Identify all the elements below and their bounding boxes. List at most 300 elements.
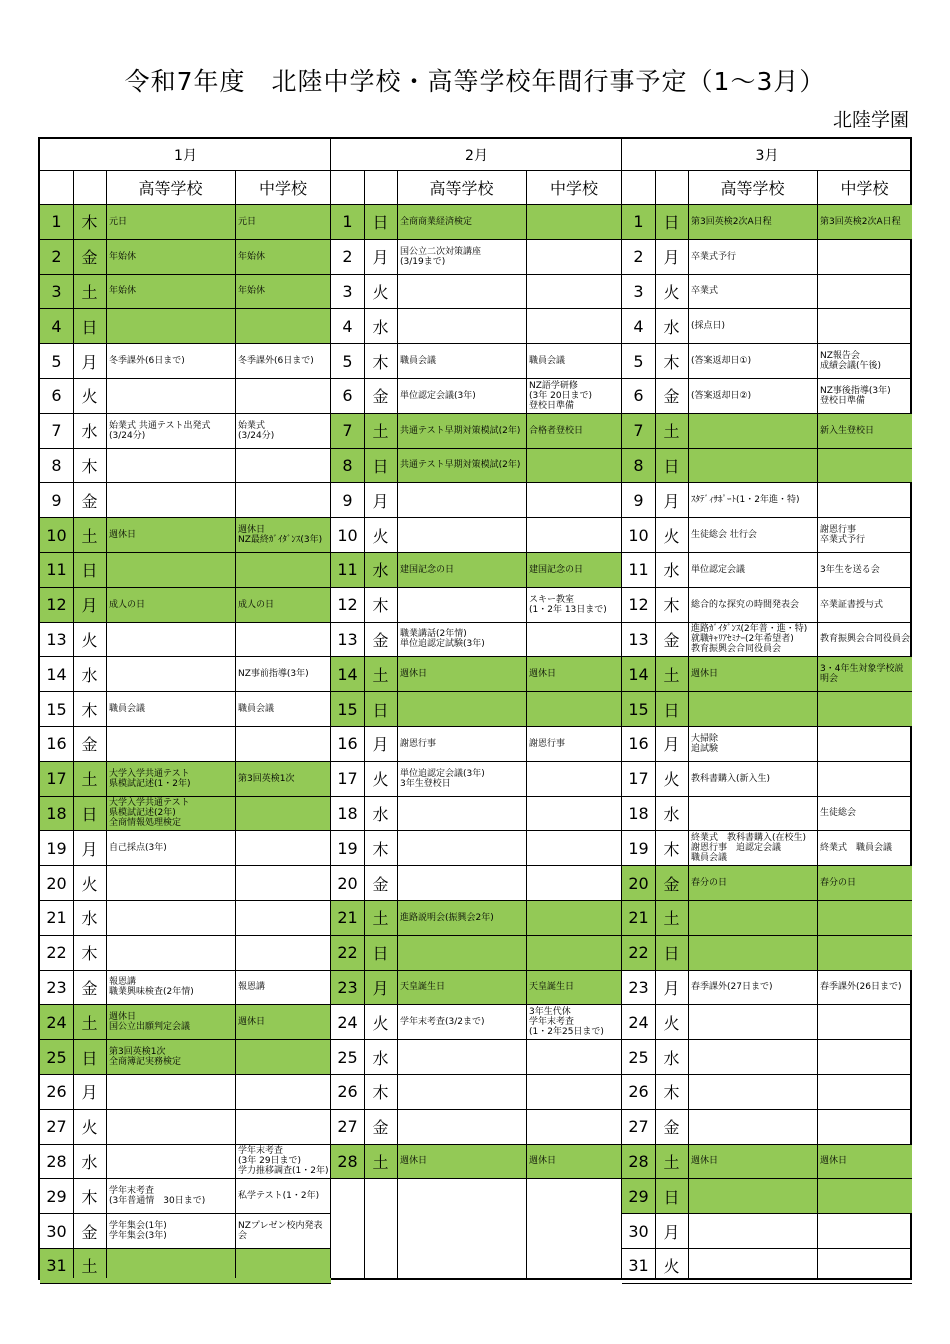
day-number: 19 [337,838,358,858]
day-row [40,692,331,727]
middle-school-event [526,240,622,274]
middle-school-event [526,901,622,935]
day-of-week: 月 [81,596,98,616]
day-number: 24 [337,1012,358,1032]
day-number: 17 [628,769,649,789]
day-row [622,1075,912,1110]
day-number: 28 [628,1151,649,1171]
day-row [40,797,331,832]
day-row [622,831,912,866]
day-number: 29 [628,1186,649,1206]
day-row [331,379,622,414]
day-of-week: 月 [663,248,680,268]
high-school-event [397,797,526,831]
day-number: 7 [633,421,644,441]
middle-school-event: 天皇誕生日 [529,982,575,993]
day-of-week: 水 [663,804,680,824]
middle-school-event [235,936,331,970]
day-of-week: 金 [663,1118,680,1138]
day-of-week: 木 [81,700,98,720]
high-school-event [106,727,235,761]
day-number: 13 [628,629,649,649]
day-row [40,1145,331,1180]
day-of-week: 水 [81,909,98,929]
day-number: 26 [628,1082,649,1102]
day-number: 20 [46,873,67,893]
high-school-event [688,1005,817,1039]
middle-school-event [526,936,622,970]
middle-school-event: 春季課外(26日まで) [820,982,902,993]
middle-school-event: 週休日 [529,669,557,680]
high-school-event [397,588,526,622]
day-number: 20 [337,873,358,893]
day-number: 31 [46,1256,67,1276]
high-school-event [397,1075,526,1109]
day-row [622,901,912,936]
day-number: 15 [628,699,649,719]
high-school-event [106,657,235,691]
day-of-week: 火 [663,282,680,302]
day-row [40,205,331,240]
day-row [40,936,331,971]
high-school-event [397,1110,526,1144]
day-row [40,657,331,692]
middle-school-event [235,1040,331,1074]
middle-school-event [235,449,331,483]
high-school-event [688,1040,817,1074]
day-row [331,1040,622,1075]
day-number: 30 [46,1221,67,1241]
day-of-week: 火 [81,1118,98,1138]
month-divider [330,139,331,1278]
day-of-week: 火 [663,1013,680,1033]
day-number: 6 [51,386,62,406]
high-school-event [688,797,817,831]
middle-school-event [817,309,912,343]
day-of-week: 金 [372,630,389,650]
day-of-week: 日 [81,561,98,581]
day-of-week: 日 [81,804,98,824]
day-number: 12 [337,595,358,615]
day-number: 23 [337,977,358,997]
day-row [331,727,622,762]
day-number: 13 [46,629,67,649]
high-school-event: 春季課外(27日まで) [691,982,773,993]
high-school-event [397,518,526,552]
day-number: 22 [337,943,358,963]
day-number: 8 [342,455,353,475]
middle-school-event: 私学テスト(1・2年) [238,1191,320,1202]
middle-school-event: 職員会議 [529,356,566,367]
day-row [331,309,622,344]
day-number: 26 [337,1082,358,1102]
high-school-event: 職員会議 [400,356,437,367]
day-of-week: 木 [372,1083,389,1103]
high-school-event: 第3回英検2次A日程 [691,216,772,227]
day-number: 9 [633,490,644,510]
day-of-week: 日 [372,456,389,476]
day-of-week: 月 [372,978,389,998]
middle-school-event [235,1110,331,1144]
high-school-event: 進路ｶﾞｲﾀﾞﾝｽ(2年普・進・特) 就職ｷｬﾘｱｾﾐﾅｰ(2年希望者) 教育振興会合同役員会 [691,624,808,655]
day-row [40,971,331,1006]
middle-school-event [235,623,331,657]
middle-school-event [526,1075,622,1109]
day-number: 27 [337,1117,358,1137]
high-school-event [688,449,817,483]
high-school-event [688,1214,817,1248]
day-of-week: 月 [372,248,389,268]
month-divider [621,139,622,1278]
day-row [331,692,622,727]
middle-school-event [526,866,622,900]
day-number: 2 [342,247,353,267]
day-of-week: 月 [663,1222,680,1242]
day-of-week: 土 [372,1152,389,1172]
high-school-event [397,866,526,900]
day-number: 7 [342,421,353,441]
middle-school-event [526,309,622,343]
middle-school-event [817,483,912,517]
middle-school-event: NZ語学研修 (3年 20日まで) 登校日準備 [529,380,593,411]
day-row [40,1040,331,1075]
column-divider [364,171,365,1278]
day-row [622,1005,912,1040]
high-school-event [688,1179,817,1213]
day-number: 20 [628,873,649,893]
column-divider [73,171,74,1278]
day-row [331,553,622,588]
calendar-table [38,137,912,1280]
high-school-event: 単位認定会議(3年) [400,390,476,401]
day-of-week: 金 [663,387,680,407]
middle-school-event: 成人の日 [238,599,275,610]
day-row [331,518,622,553]
day-number: 16 [46,734,67,754]
day-row [331,1145,622,1180]
high-school-event [397,692,526,726]
day-of-week: 金 [81,1222,98,1242]
day-row [40,831,331,866]
middle-school-event [235,1249,331,1283]
day-of-week: 木 [81,1187,98,1207]
high-school-event: 全商商業経済検定 [400,216,473,227]
day-row [331,240,622,275]
high-school-header: 高等学校 [106,171,235,205]
day-of-week: 水 [372,1048,389,1068]
high-school-event: (答案返却日①) [691,356,752,367]
middle-school-event [526,1110,622,1144]
day-row [622,483,912,518]
day-row [40,588,331,623]
day-number: 17 [46,769,67,789]
middle-school-event [817,1040,912,1074]
middle-school-event: 職員会議 [238,704,275,715]
day-number: 31 [628,1256,649,1276]
middle-school-event: NZ報告会 成績会議(午後) [820,351,882,372]
middle-school-event [526,623,622,657]
high-school-event: 元日 [109,216,128,227]
day-row [40,762,331,797]
middle-school-event [817,1110,912,1144]
day-number: 19 [46,838,67,858]
day-of-week: 火 [81,874,98,894]
middle-school-event [817,727,912,761]
day-row [622,762,912,797]
day-row [331,1075,622,1110]
middle-school-event: 冬季課外(6日まで) [238,356,314,367]
day-of-week: 金 [663,630,680,650]
high-school-event: 大掃除 追試験 [691,733,719,754]
day-row [40,483,331,518]
day-row [622,379,912,414]
day-row [331,866,622,901]
day-of-week: 木 [372,596,389,616]
day-row [331,483,622,518]
day-number: 23 [46,977,67,997]
day-of-week: 木 [663,839,680,859]
high-school-event: 学年末考査 (3年普通情 30日まで) [109,1186,206,1207]
middle-school-event: 3・4年生対象学校説明会 [820,664,904,685]
high-school-event: 卒業式 [691,286,719,297]
middle-school-event [235,309,331,343]
day-of-week: 金 [81,735,98,755]
day-of-week: 月 [81,1083,98,1103]
day-of-week: 日 [372,700,389,720]
high-school-event: 週休日 国公立出願判定会議 [109,1012,191,1033]
day-row [331,414,622,449]
day-of-week: 月 [663,978,680,998]
day-number: 7 [51,421,62,441]
day-of-week: 日 [663,944,680,964]
middle-school-event: NZ事後指導(3年) 登校日準備 [820,385,891,406]
middle-school-event [817,275,912,309]
day-number: 1 [633,212,644,232]
high-school-event [106,1075,235,1109]
day-row [622,414,912,449]
day-row [622,657,912,692]
day-of-week: 月 [81,352,98,372]
middle-school-event [817,692,912,726]
month-header: 1月 [40,139,331,171]
day-of-week: 土 [663,665,680,685]
day-number: 6 [342,386,353,406]
day-row [40,344,331,379]
middle-school-event [526,483,622,517]
day-row [40,309,331,344]
middle-school-event [526,275,622,309]
middle-school-event: 終業式 職員会議 [820,843,893,854]
high-school-event: 第3回英検1次 全商簿記実務検定 [109,1047,182,1068]
high-school-event: 週休日 [109,530,137,541]
day-row [40,1075,331,1110]
middle-school-event: 週休日 [238,1017,266,1028]
day-row [331,901,622,936]
day-of-week: 木 [663,352,680,372]
day-row [622,1145,912,1180]
day-number: 4 [51,316,62,336]
day-row [331,936,622,971]
day-row [40,414,331,449]
day-row [622,727,912,762]
day-of-week: 木 [81,456,98,476]
middle-school-event [817,1179,912,1213]
high-school-event [397,1040,526,1074]
middle-school-event: NZ事前指導(3年) [238,669,309,680]
middle-school-event: 週休日 [529,1156,557,1167]
day-of-week: 月 [372,735,389,755]
middle-school-event: 謝恩行事 [529,738,566,749]
high-school-event: 終業式 教科書購入(在校生) 謝恩行事 追認定会議 職員会議 [691,833,807,864]
page-title: 令和7年度 北陸中学校・高等学校年間行事予定（1～3月） [124,67,826,96]
high-school-event: (採点日) [691,321,726,332]
high-school-event [688,692,817,726]
day-number: 18 [628,803,649,823]
middle-school-event: 始業式 (3/24分) [238,420,275,441]
middle-school-event [817,1214,912,1248]
high-school-event: 謝恩行事 [400,738,437,749]
day-row [331,831,622,866]
day-of-week: 水 [372,561,389,581]
day-of-week: 水 [81,665,98,685]
middle-school-event: 第3回英検1次 [238,773,295,784]
day-row [40,1214,331,1249]
day-of-week: 日 [663,456,680,476]
day-row [622,936,912,971]
day-of-week: 月 [372,491,389,511]
high-school-event: 建国記念の日 [400,564,455,575]
day-of-week: 水 [81,1152,98,1172]
middle-school-event [817,1005,912,1039]
high-school-event: 報恩講 職業興味検査(2年情) [109,977,194,998]
day-of-week: 金 [372,874,389,894]
day-row [40,240,331,275]
day-of-week: 土 [663,909,680,929]
high-school-event: 単位追認定会議(3年) 3年生登校日 [400,768,485,789]
middle-school-event: 謝恩行事 卒業式予行 [820,525,866,546]
day-number: 21 [46,908,67,928]
high-school-event [688,414,817,448]
middle-school-event [235,483,331,517]
high-school-event [106,449,235,483]
day-number: 21 [628,908,649,928]
high-school-event: 大学入学共通テスト 県模試記述(2年) 全商情報処理検定 [109,798,190,829]
day-row [622,623,912,658]
day-number: 18 [337,803,358,823]
day-row [331,971,622,1006]
day-number: 22 [46,943,67,963]
day-row [622,588,912,623]
high-school-event [397,831,526,865]
high-school-event: ｽﾀﾃﾞｨｻﾎﾟｰﾄ(1・2年進・特) [691,495,800,506]
day-number: 8 [51,455,62,475]
day-row [331,1110,622,1145]
day-number: 10 [337,525,358,545]
middle-school-event: 第3回英検2次A日程 [820,216,901,227]
day-of-week: 木 [81,213,98,233]
middle-school-event [235,866,331,900]
middle-school-event: 年始休 [238,251,266,262]
day-row [331,1005,622,1040]
day-number: 11 [628,560,649,580]
day-of-week: 土 [372,422,389,442]
day-of-week: 水 [81,422,98,442]
day-number: 14 [337,664,358,684]
day-of-week: 金 [663,874,680,894]
high-school-event [397,309,526,343]
middle-school-event [526,692,622,726]
day-number: 3 [633,281,644,301]
day-of-week: 木 [372,839,389,859]
day-row [622,205,912,240]
middle-school-event [817,936,912,970]
day-row [331,762,622,797]
middle-school-event: 建国記念の日 [529,564,584,575]
high-school-event [688,901,817,935]
middle-school-event [817,240,912,274]
day-number: 2 [633,247,644,267]
middle-school-event [235,901,331,935]
column-divider [526,171,527,1278]
high-school-event [688,1249,817,1283]
day-of-week: 土 [372,909,389,929]
day-number: 2 [51,247,62,267]
day-row [331,797,622,832]
day-row [622,1040,912,1075]
day-of-week: 土 [81,1257,98,1277]
day-number: 25 [46,1047,67,1067]
high-school-event [106,1145,235,1179]
day-row [40,379,331,414]
day-number: 10 [628,525,649,545]
high-school-event: 週休日 [691,669,719,680]
middle-school-event: 3年生を送る会 [820,564,880,575]
day-number: 29 [46,1186,67,1206]
day-row [40,1179,331,1214]
day-of-week: 土 [81,1013,98,1033]
day-row [40,623,331,658]
middle-school-event: NZプレゼン校内発表 会 [238,1221,323,1242]
high-school-event: 自己採点(3年) [109,843,167,854]
day-number: 23 [628,977,649,997]
day-of-week: 土 [663,422,680,442]
day-row [331,205,622,240]
day-of-week: 月 [663,491,680,511]
high-school-event: 週休日 [400,669,428,680]
day-number: 27 [628,1117,649,1137]
day-number: 30 [628,1221,649,1241]
day-number: 25 [628,1047,649,1067]
day-row [40,866,331,901]
day-of-week: 火 [663,770,680,790]
day-number: 5 [633,351,644,371]
day-number: 1 [342,212,353,232]
day-of-week: 火 [372,526,389,546]
high-school-event: 総合的な探究の時間発表会 [691,599,800,610]
day-number: 11 [46,560,67,580]
high-school-event: 共通テスト早期対策模試(2年) [400,460,521,471]
high-school-header: 高等学校 [397,171,526,205]
day-of-week: 火 [81,387,98,407]
day-number: 12 [628,595,649,615]
day-number: 24 [46,1012,67,1032]
column-divider [655,171,656,1278]
column-divider [817,171,818,1278]
day-of-week: 水 [663,1048,680,1068]
high-school-header: 高等学校 [688,171,817,205]
day-of-week: 日 [663,700,680,720]
day-row [331,344,622,379]
